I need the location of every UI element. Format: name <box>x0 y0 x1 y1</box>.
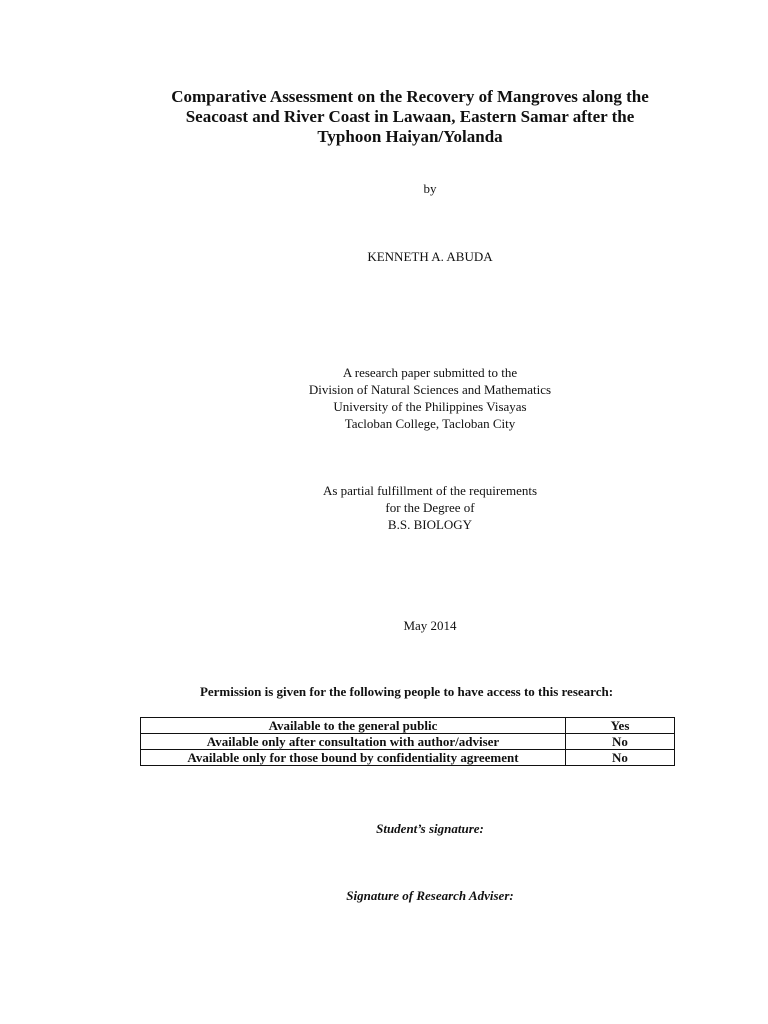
submission-line: A research paper submitted to the <box>342 365 518 380</box>
title-line: Typhoon Haiyan/Yolanda <box>317 127 503 146</box>
submission-line: Division of Natural Sciences and Mathematics <box>308 382 552 397</box>
document-title <box>100 87 720 147</box>
access-answer: No <box>566 750 675 766</box>
title-line: Comparative Assessment on the Recovery of Mangroves along the <box>171 87 649 106</box>
access-option: Available only after consultation with author/adviser <box>141 734 566 750</box>
permission-heading: Permission is given for the following people to have access to this research: <box>199 684 614 699</box>
submission-date: May 2014 <box>403 618 457 633</box>
access-answer: No <box>566 734 675 750</box>
fulfillment-line: for the Degree of <box>385 500 475 515</box>
access-answer: Yes <box>566 718 675 734</box>
student-signature-label: Student’s signature: <box>376 821 484 836</box>
table-row <box>141 734 675 750</box>
by-label: by <box>423 181 437 196</box>
fulfillment-statement <box>100 482 760 533</box>
author-name: KENNETH A. ABUDA <box>367 249 493 264</box>
submission-line: University of the Philippines Visayas <box>333 399 527 414</box>
access-option: Available to the general public <box>141 718 566 734</box>
degree-name: B.S. BIOLOGY <box>387 517 473 532</box>
submission-line: Tacloban College, Tacloban City <box>344 416 516 431</box>
title-line: Seacoast and River Coast in Lawaan, Eastern Samar after the <box>185 107 635 126</box>
submission-statement <box>100 364 760 432</box>
access-option: Available only for those bound by confidentiality agreement <box>141 750 566 766</box>
access-permission-table <box>140 717 675 766</box>
table-row <box>141 718 675 734</box>
table-row <box>141 750 675 766</box>
fulfillment-line: As partial fulfillment of the requirements <box>322 483 538 498</box>
adviser-signature-label: Signature of Research Adviser: <box>346 888 514 903</box>
